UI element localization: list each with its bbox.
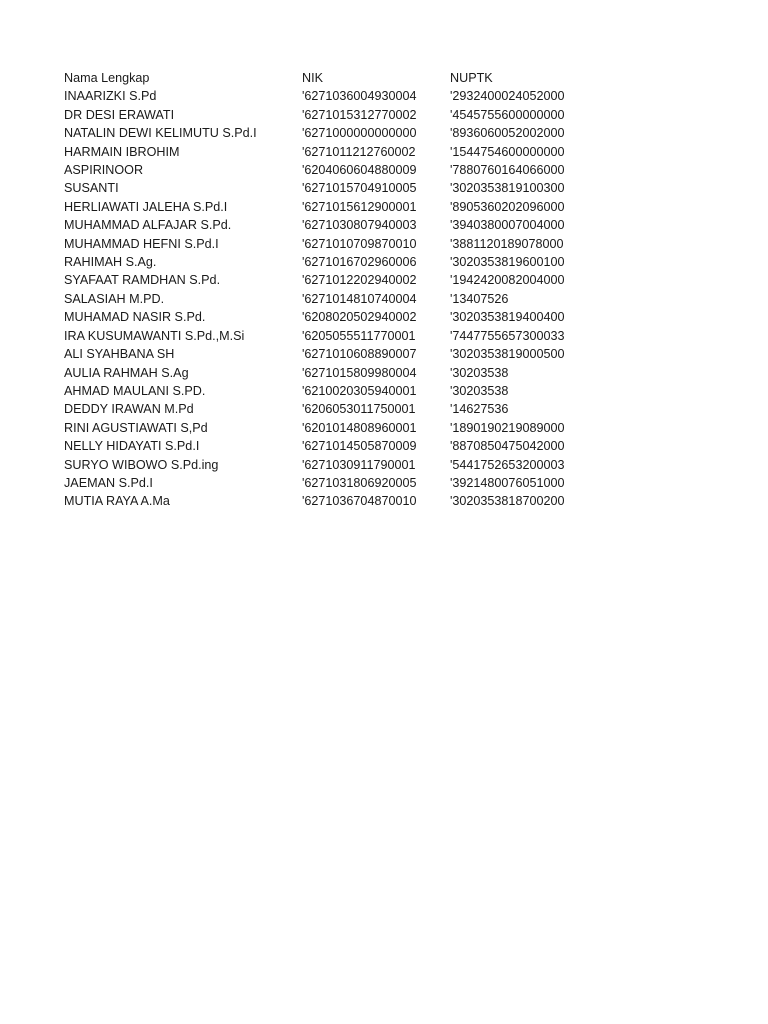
cell-nuptk: '7880760164066000 (450, 163, 565, 178)
cell-nik: '6271030911790001 (302, 457, 416, 472)
cell-nama-lengkap: ASPIRINOOR (64, 163, 144, 178)
cell-nama-lengkap: RAHIMAH S.Ag. (64, 255, 157, 270)
cell-nik: '6206053011750001 (302, 402, 416, 417)
cell-nama-lengkap: MUTIA RAYA A.Ma (64, 494, 170, 509)
cell-nik: '6271016702960006 (302, 255, 417, 270)
cell-nuptk: '8936060052002000 (450, 126, 565, 141)
cell-nama-lengkap: SALASIAH M.PD. (64, 291, 165, 306)
cell-nik: '6205055511770001 (302, 328, 416, 343)
cell-nama-lengkap: AHMAD MAULANI S.PD. (64, 383, 206, 398)
cell-nuptk: '3020353819100300 (450, 181, 565, 196)
cell-nama-lengkap: DEDDY IRAWAN M.Pd (64, 402, 194, 417)
cell-nuptk: '4545755600000000 (450, 107, 565, 122)
cell-nik: '6271011212760002 (302, 144, 416, 159)
cell-nama-lengkap: RINI AGUSTIAWATI S,Pd (64, 420, 208, 435)
table-row (64, 382, 624, 400)
cell-nama-lengkap: HERLIAWATI JALEHA S.Pd.I (64, 199, 228, 214)
cell-nik: '6201014808960001 (302, 420, 417, 435)
cell-nik: '6271015312770002 (302, 107, 417, 122)
cell-nuptk: '13407526 (450, 291, 509, 306)
cell-nik: '6271015809980004 (302, 365, 417, 380)
cell-nuptk: '8905360202096000 (450, 199, 565, 214)
table-row (64, 456, 624, 474)
cell-nuptk: '3020353819400400 (450, 310, 565, 325)
cell-nik: '6271010608890007 (302, 347, 417, 362)
cell-nuptk: '3020353818700200 (450, 494, 565, 509)
table-row (64, 271, 624, 289)
cell-nama-lengkap: DR DESI ERAWATI (64, 107, 175, 122)
table-row (64, 308, 624, 326)
cell-nuptk: '2932400024052000 (450, 89, 565, 104)
cell-nuptk: '1942420082004000 (450, 273, 565, 288)
table-row (64, 198, 624, 216)
cell-nik: '6210020305940001 (302, 383, 417, 398)
cell-nik: '6271014810740004 (302, 291, 417, 306)
table-row (64, 419, 624, 437)
cell-nuptk: '8870850475042000 (450, 439, 565, 454)
cell-nama-lengkap: JAEMAN S.Pd.I (64, 475, 153, 490)
cell-nuptk: '3020353819000500 (450, 347, 565, 362)
table-row (64, 253, 624, 271)
cell-nuptk: '3881120189078000 (450, 236, 564, 251)
cell-nik: '6208020502940002 (302, 310, 417, 325)
cell-nama-lengkap: NELLY HIDAYATI S.Pd.I (64, 439, 200, 454)
cell-nik: '6271010709870010 (302, 236, 417, 251)
cell-nik: '6271000000000000 (302, 126, 417, 141)
cell-nik: '6271036704870010 (302, 494, 417, 509)
cell-nuptk: '7447755657300033 (450, 328, 565, 343)
table-row (64, 437, 624, 455)
table-row (64, 216, 624, 234)
cell-nuptk: '5441752653200003 (450, 457, 565, 472)
cell-nama-lengkap: IRA KUSUMAWANTI S.Pd.,M.Si (64, 328, 245, 343)
table-row (64, 290, 624, 308)
header-nik: NIK (302, 71, 323, 85)
cell-nuptk: '1544754600000000 (450, 144, 565, 159)
cell-nik: '6271036004930004 (302, 89, 417, 104)
table-row (64, 124, 624, 142)
table-row (64, 143, 624, 161)
cell-nik: '6271031806920005 (302, 475, 417, 490)
table-row (64, 161, 624, 179)
cell-nama-lengkap: MUHAMMAD HEFNI S.Pd.I (64, 236, 219, 251)
table-row (64, 106, 624, 124)
table-row (64, 364, 624, 382)
cell-nik: '6271015612900001 (302, 199, 417, 214)
table-row (64, 474, 624, 492)
table-header-row (64, 69, 624, 87)
cell-nama-lengkap: AULIA RAHMAH S.Ag (64, 365, 189, 380)
cell-nama-lengkap: SURYO WIBOWO S.Pd.ing (64, 457, 219, 472)
cell-nama-lengkap: SUSANTI (64, 181, 119, 196)
cell-nama-lengkap: INAARIZKI S.Pd (64, 89, 157, 104)
table-row (64, 492, 624, 510)
cell-nik: '6271014505870009 (302, 439, 417, 454)
cell-nuptk: '14627536 (450, 402, 509, 417)
cell-nama-lengkap: SYAFAAT RAMDHAN S.Pd. (64, 273, 221, 288)
cell-nik: '6271012202940002 (302, 273, 417, 288)
cell-nik: '6204060604880009 (302, 163, 417, 178)
cell-nuptk: '1890190219089000 (450, 420, 565, 435)
cell-nuptk: '30203538 (450, 383, 509, 398)
cell-nuptk: '3020353819600100 (450, 255, 565, 270)
table-row (64, 400, 624, 418)
cell-nik: '6271030807940003 (302, 218, 417, 233)
cell-nama-lengkap: MUHAMMAD ALFAJAR S.Pd. (64, 218, 232, 233)
table-row (64, 235, 624, 253)
header-nama-lengkap: Nama Lengkap (64, 71, 150, 85)
cell-nik: '6271015704910005 (302, 181, 417, 196)
cell-nuptk: '3921480076051000 (450, 475, 565, 490)
teacher-table (64, 69, 624, 511)
cell-nuptk: '3940380007004000 (450, 218, 565, 233)
cell-nama-lengkap: ALI SYAHBANA SH (64, 347, 175, 362)
table-row (64, 87, 624, 105)
cell-nama-lengkap: MUHAMAD NASIR S.Pd. (64, 310, 206, 325)
document-page (64, 69, 704, 511)
cell-nuptk: '30203538 (450, 365, 509, 380)
cell-nama-lengkap: HARMAIN IBROHIM (64, 144, 180, 159)
table-row (64, 327, 624, 345)
table-row (64, 179, 624, 197)
table-row (64, 345, 624, 363)
header-nuptk: NUPTK (450, 71, 493, 85)
cell-nama-lengkap: NATALIN DEWI KELIMUTU S.Pd.I (64, 126, 257, 141)
